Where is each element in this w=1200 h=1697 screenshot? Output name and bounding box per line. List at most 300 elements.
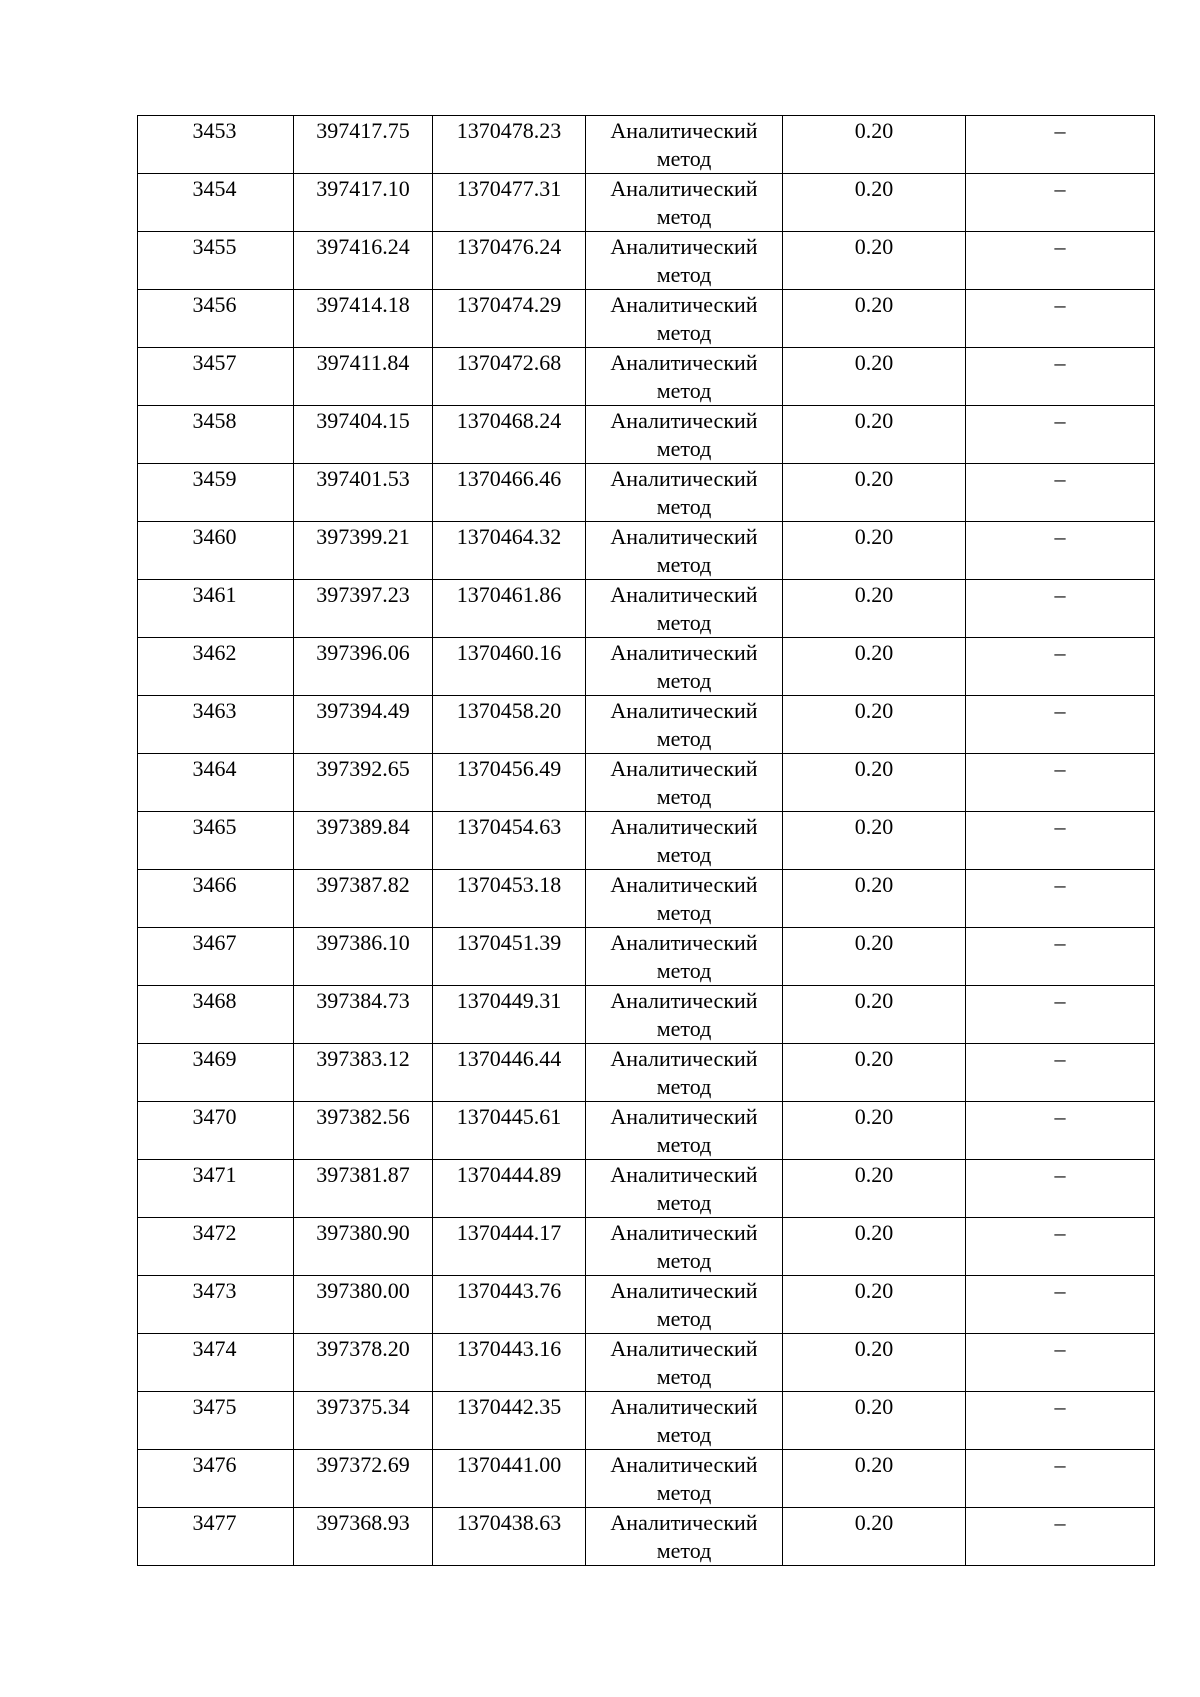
- accuracy-cell: [783, 1276, 966, 1334]
- method-cell: [586, 580, 783, 638]
- point-number-cell: [138, 1392, 294, 1450]
- table-row: [138, 1102, 1155, 1160]
- x-coordinate-cell-text: 397387.82: [316, 872, 410, 897]
- accuracy-cell: [783, 522, 966, 580]
- table-row: [138, 522, 1155, 580]
- description-cell-text: –: [1054, 466, 1066, 491]
- method-cell: [586, 174, 783, 232]
- point-number-cell: [138, 174, 294, 232]
- method-cell: [586, 812, 783, 870]
- accuracy-cell-text: 0.20: [854, 1452, 894, 1477]
- description-cell: [966, 406, 1155, 464]
- method-cell: [586, 406, 783, 464]
- point-number-cell: [138, 348, 294, 406]
- description-cell: [966, 1102, 1155, 1160]
- y-coordinate-cell-text: 1370443.76: [456, 1278, 562, 1303]
- y-coordinate-cell-text: 1370468.24: [456, 408, 562, 433]
- y-coordinate-cell: [433, 580, 586, 638]
- method-cell-text: Аналитический метод: [610, 698, 758, 751]
- accuracy-cell: [783, 1392, 966, 1450]
- description-cell: [966, 870, 1155, 928]
- method-cell-text: Аналитический метод: [610, 1220, 758, 1273]
- point-number-cell-text: 3466: [192, 872, 237, 897]
- x-coordinate-cell-text: 397380.90: [316, 1220, 410, 1245]
- table-row: [138, 116, 1155, 174]
- point-number-cell: [138, 1218, 294, 1276]
- point-number-cell: [138, 754, 294, 812]
- x-coordinate-cell: [294, 812, 433, 870]
- accuracy-cell: [783, 754, 966, 812]
- point-number-cell: [138, 522, 294, 580]
- description-cell-text: –: [1054, 408, 1066, 433]
- description-cell: [966, 1450, 1155, 1508]
- x-coordinate-cell-text: 397381.87: [316, 1162, 410, 1187]
- method-cell-text: Аналитический метод: [610, 1394, 758, 1447]
- x-coordinate-cell: [294, 1160, 433, 1218]
- y-coordinate-cell-text: 1370466.46: [456, 466, 562, 491]
- coordinates-table-body: [138, 116, 1155, 1566]
- method-cell-text: Аналитический метод: [610, 118, 758, 171]
- accuracy-cell-text: 0.20: [854, 640, 894, 665]
- x-coordinate-cell: [294, 522, 433, 580]
- table-row: [138, 1392, 1155, 1450]
- table-row: [138, 1450, 1155, 1508]
- y-coordinate-cell: [433, 1450, 586, 1508]
- method-cell-text: Аналитический метод: [610, 1278, 758, 1331]
- accuracy-cell: [783, 1218, 966, 1276]
- x-coordinate-cell-text: 397383.12: [316, 1046, 410, 1071]
- accuracy-cell-text: 0.20: [854, 1278, 894, 1303]
- description-cell-text: –: [1054, 756, 1066, 781]
- description-cell: [966, 1160, 1155, 1218]
- accuracy-cell-text: 0.20: [854, 1336, 894, 1361]
- x-coordinate-cell: [294, 580, 433, 638]
- y-coordinate-cell: [433, 522, 586, 580]
- y-coordinate-cell-text: 1370454.63: [456, 814, 562, 839]
- method-cell-text: Аналитический метод: [610, 292, 758, 345]
- method-cell: [586, 986, 783, 1044]
- method-cell: [586, 638, 783, 696]
- accuracy-cell: [783, 232, 966, 290]
- accuracy-cell-text: 0.20: [854, 466, 894, 491]
- method-cell: [586, 1450, 783, 1508]
- y-coordinate-cell-text: 1370451.39: [456, 930, 562, 955]
- method-cell: [586, 232, 783, 290]
- point-number-cell-text: 3455: [192, 234, 237, 259]
- method-cell: [586, 1044, 783, 1102]
- method-cell-text: Аналитический метод: [610, 176, 758, 229]
- accuracy-cell-text: 0.20: [854, 1394, 894, 1419]
- accuracy-cell-text: 0.20: [854, 524, 894, 549]
- y-coordinate-cell: [433, 1508, 586, 1566]
- x-coordinate-cell: [294, 116, 433, 174]
- description-cell-text: –: [1054, 930, 1066, 955]
- accuracy-cell: [783, 870, 966, 928]
- x-coordinate-cell: [294, 406, 433, 464]
- x-coordinate-cell-text: 397416.24: [316, 234, 410, 259]
- y-coordinate-cell-text: 1370464.32: [456, 524, 562, 549]
- y-coordinate-cell-text: 1370449.31: [456, 988, 562, 1013]
- x-coordinate-cell: [294, 754, 433, 812]
- y-coordinate-cell-text: 1370444.89: [456, 1162, 562, 1187]
- y-coordinate-cell: [433, 1334, 586, 1392]
- table-row: [138, 1334, 1155, 1392]
- x-coordinate-cell: [294, 348, 433, 406]
- description-cell-text: –: [1054, 988, 1066, 1013]
- accuracy-cell-text: 0.20: [854, 1104, 894, 1129]
- point-number-cell: [138, 464, 294, 522]
- point-number-cell: [138, 232, 294, 290]
- method-cell: [586, 1392, 783, 1450]
- accuracy-cell: [783, 348, 966, 406]
- x-coordinate-cell: [294, 928, 433, 986]
- point-number-cell: [138, 928, 294, 986]
- point-number-cell-text: 3457: [192, 350, 237, 375]
- description-cell-text: –: [1054, 524, 1066, 549]
- point-number-cell: [138, 116, 294, 174]
- table-row: [138, 1160, 1155, 1218]
- accuracy-cell-text: 0.20: [854, 292, 894, 317]
- y-coordinate-cell-text: 1370476.24: [456, 234, 562, 259]
- y-coordinate-cell: [433, 1160, 586, 1218]
- x-coordinate-cell: [294, 1392, 433, 1450]
- y-coordinate-cell-text: 1370442.35: [456, 1394, 562, 1419]
- description-cell: [966, 696, 1155, 754]
- method-cell: [586, 1218, 783, 1276]
- accuracy-cell-text: 0.20: [854, 1162, 894, 1187]
- y-coordinate-cell: [433, 348, 586, 406]
- y-coordinate-cell: [433, 464, 586, 522]
- accuracy-cell-text: 0.20: [854, 698, 894, 723]
- accuracy-cell-text: 0.20: [854, 988, 894, 1013]
- x-coordinate-cell-text: 397382.56: [316, 1104, 410, 1129]
- y-coordinate-cell-text: 1370472.68: [456, 350, 562, 375]
- method-cell: [586, 1276, 783, 1334]
- accuracy-cell-text: 0.20: [854, 118, 894, 143]
- method-cell-text: Аналитический метод: [610, 1452, 758, 1505]
- y-coordinate-cell: [433, 406, 586, 464]
- x-coordinate-cell-text: 397389.84: [316, 814, 410, 839]
- method-cell: [586, 1508, 783, 1566]
- point-number-cell: [138, 812, 294, 870]
- method-cell-text: Аналитический метод: [610, 756, 758, 809]
- accuracy-cell-text: 0.20: [854, 872, 894, 897]
- point-number-cell-text: 3460: [192, 524, 237, 549]
- method-cell-text: Аналитический метод: [610, 582, 758, 635]
- description-cell: [966, 522, 1155, 580]
- method-cell-text: Аналитический метод: [610, 1046, 758, 1099]
- description-cell: [966, 116, 1155, 174]
- point-number-cell-text: 3458: [192, 408, 237, 433]
- point-number-cell-text: 3467: [192, 930, 237, 955]
- y-coordinate-cell-text: 1370474.29: [456, 292, 562, 317]
- point-number-cell: [138, 1508, 294, 1566]
- method-cell: [586, 348, 783, 406]
- accuracy-cell: [783, 986, 966, 1044]
- point-number-cell: [138, 986, 294, 1044]
- accuracy-cell: [783, 406, 966, 464]
- description-cell-text: –: [1054, 1336, 1066, 1361]
- y-coordinate-cell-text: 1370461.86: [456, 582, 562, 607]
- y-coordinate-cell-text: 1370441.00: [456, 1452, 562, 1477]
- point-number-cell-text: 3475: [192, 1394, 237, 1419]
- table-row: [138, 1508, 1155, 1566]
- y-coordinate-cell: [433, 290, 586, 348]
- table-row: [138, 812, 1155, 870]
- x-coordinate-cell: [294, 1334, 433, 1392]
- method-cell-text: Аналитический метод: [610, 872, 758, 925]
- description-cell: [966, 1508, 1155, 1566]
- description-cell-text: –: [1054, 872, 1066, 897]
- x-coordinate-cell-text: 397399.21: [316, 524, 410, 549]
- description-cell-text: –: [1054, 698, 1066, 723]
- description-cell: [966, 986, 1155, 1044]
- description-cell: [966, 580, 1155, 638]
- y-coordinate-cell: [433, 986, 586, 1044]
- point-number-cell-text: 3477: [192, 1510, 237, 1535]
- y-coordinate-cell-text: 1370456.49: [456, 756, 562, 781]
- accuracy-cell: [783, 1102, 966, 1160]
- method-cell-text: Аналитический метод: [610, 408, 758, 461]
- accuracy-cell-text: 0.20: [854, 234, 894, 259]
- y-coordinate-cell: [433, 1276, 586, 1334]
- accuracy-cell-text: 0.20: [854, 814, 894, 839]
- accuracy-cell-text: 0.20: [854, 582, 894, 607]
- method-cell: [586, 522, 783, 580]
- x-coordinate-cell-text: 397378.20: [316, 1336, 410, 1361]
- method-cell: [586, 1334, 783, 1392]
- method-cell: [586, 870, 783, 928]
- x-coordinate-cell-text: 397386.10: [316, 930, 410, 955]
- description-cell: [966, 1334, 1155, 1392]
- point-number-cell: [138, 1276, 294, 1334]
- description-cell-text: –: [1054, 234, 1066, 259]
- accuracy-cell: [783, 696, 966, 754]
- accuracy-cell: [783, 1160, 966, 1218]
- y-coordinate-cell-text: 1370438.63: [456, 1510, 562, 1535]
- accuracy-cell-text: 0.20: [854, 176, 894, 201]
- x-coordinate-cell: [294, 1450, 433, 1508]
- x-coordinate-cell-text: 397401.53: [316, 466, 410, 491]
- x-coordinate-cell-text: 397414.18: [316, 292, 410, 317]
- table-row: [138, 696, 1155, 754]
- y-coordinate-cell: [433, 116, 586, 174]
- method-cell: [586, 1102, 783, 1160]
- y-coordinate-cell: [433, 928, 586, 986]
- x-coordinate-cell-text: 397380.00: [316, 1278, 410, 1303]
- description-cell-text: –: [1054, 350, 1066, 375]
- table-row: [138, 1218, 1155, 1276]
- point-number-cell: [138, 638, 294, 696]
- y-coordinate-cell: [433, 870, 586, 928]
- description-cell-text: –: [1054, 1220, 1066, 1245]
- x-coordinate-cell-text: 397375.34: [316, 1394, 410, 1419]
- x-coordinate-cell-text: 397372.69: [316, 1452, 410, 1477]
- description-cell: [966, 290, 1155, 348]
- method-cell-text: Аналитический метод: [610, 234, 758, 287]
- x-coordinate-cell-text: 397397.23: [316, 582, 410, 607]
- y-coordinate-cell: [433, 696, 586, 754]
- description-cell-text: –: [1054, 814, 1066, 839]
- point-number-cell: [138, 406, 294, 464]
- point-number-cell-text: 3462: [192, 640, 237, 665]
- x-coordinate-cell-text: 397368.93: [316, 1510, 410, 1535]
- method-cell: [586, 464, 783, 522]
- x-coordinate-cell: [294, 1102, 433, 1160]
- x-coordinate-cell: [294, 1508, 433, 1566]
- point-number-cell: [138, 1334, 294, 1392]
- x-coordinate-cell-text: 397411.84: [316, 350, 410, 375]
- point-number-cell-text: 3464: [192, 756, 237, 781]
- table-row: [138, 986, 1155, 1044]
- description-cell: [966, 232, 1155, 290]
- accuracy-cell: [783, 1508, 966, 1566]
- y-coordinate-cell: [433, 1218, 586, 1276]
- point-number-cell: [138, 1160, 294, 1218]
- method-cell: [586, 1160, 783, 1218]
- table-row: [138, 754, 1155, 812]
- method-cell: [586, 696, 783, 754]
- description-cell-text: –: [1054, 1278, 1066, 1303]
- y-coordinate-cell: [433, 1392, 586, 1450]
- table-row: [138, 232, 1155, 290]
- y-coordinate-cell-text: 1370453.18: [456, 872, 562, 897]
- description-cell-text: –: [1054, 1452, 1066, 1477]
- x-coordinate-cell: [294, 696, 433, 754]
- table-row: [138, 1044, 1155, 1102]
- x-coordinate-cell: [294, 870, 433, 928]
- point-number-cell: [138, 1450, 294, 1508]
- y-coordinate-cell-text: 1370443.16: [456, 1336, 562, 1361]
- table-row: [138, 638, 1155, 696]
- x-coordinate-cell-text: 397396.06: [316, 640, 410, 665]
- point-number-cell: [138, 1102, 294, 1160]
- description-cell: [966, 754, 1155, 812]
- y-coordinate-cell-text: 1370444.17: [456, 1220, 562, 1245]
- x-coordinate-cell-text: 397417.10: [316, 176, 410, 201]
- x-coordinate-cell: [294, 174, 433, 232]
- accuracy-cell: [783, 580, 966, 638]
- point-number-cell-text: 3476: [192, 1452, 237, 1477]
- method-cell-text: Аналитический метод: [610, 1162, 758, 1215]
- table-row: [138, 1276, 1155, 1334]
- x-coordinate-cell: [294, 1276, 433, 1334]
- accuracy-cell: [783, 812, 966, 870]
- point-number-cell: [138, 290, 294, 348]
- description-cell-text: –: [1054, 1046, 1066, 1071]
- method-cell: [586, 928, 783, 986]
- description-cell: [966, 812, 1155, 870]
- accuracy-cell: [783, 290, 966, 348]
- x-coordinate-cell: [294, 986, 433, 1044]
- accuracy-cell: [783, 638, 966, 696]
- point-number-cell-text: 3468: [192, 988, 237, 1013]
- y-coordinate-cell: [433, 754, 586, 812]
- method-cell-text: Аналитический метод: [610, 988, 758, 1041]
- point-number-cell-text: 3472: [192, 1220, 237, 1245]
- accuracy-cell: [783, 1450, 966, 1508]
- method-cell: [586, 754, 783, 812]
- method-cell-text: Аналитический метод: [610, 466, 758, 519]
- x-coordinate-cell: [294, 232, 433, 290]
- description-cell: [966, 638, 1155, 696]
- method-cell-text: Аналитический метод: [610, 930, 758, 983]
- point-number-cell-text: 3473: [192, 1278, 237, 1303]
- description-cell: [966, 928, 1155, 986]
- description-cell-text: –: [1054, 582, 1066, 607]
- accuracy-cell-text: 0.20: [854, 350, 894, 375]
- y-coordinate-cell: [433, 232, 586, 290]
- y-coordinate-cell-text: 1370460.16: [456, 640, 562, 665]
- x-coordinate-cell-text: 397417.75: [316, 118, 410, 143]
- accuracy-cell-text: 0.20: [854, 930, 894, 955]
- method-cell-text: Аналитический метод: [610, 1510, 758, 1563]
- description-cell: [966, 1218, 1155, 1276]
- point-number-cell-text: 3456: [192, 292, 237, 317]
- description-cell: [966, 348, 1155, 406]
- table-row: [138, 348, 1155, 406]
- table-row: [138, 290, 1155, 348]
- y-coordinate-cell: [433, 638, 586, 696]
- point-number-cell-text: 3459: [192, 466, 237, 491]
- description-cell-text: –: [1054, 176, 1066, 201]
- method-cell-text: Аналитический метод: [610, 1104, 758, 1157]
- accuracy-cell: [783, 1334, 966, 1392]
- description-cell: [966, 1276, 1155, 1334]
- x-coordinate-cell-text: 397384.73: [316, 988, 410, 1013]
- x-coordinate-cell-text: 397394.49: [316, 698, 410, 723]
- method-cell-text: Аналитический метод: [610, 524, 758, 577]
- point-number-cell-text: 3470: [192, 1104, 237, 1129]
- description-cell-text: –: [1054, 1394, 1066, 1419]
- point-number-cell-text: 3463: [192, 698, 237, 723]
- method-cell-text: Аналитический метод: [610, 640, 758, 693]
- table-row: [138, 464, 1155, 522]
- accuracy-cell-text: 0.20: [854, 1510, 894, 1535]
- x-coordinate-cell-text: 397392.65: [316, 756, 410, 781]
- coordinates-table: [137, 115, 1155, 1566]
- point-number-cell-text: 3474: [192, 1336, 237, 1361]
- y-coordinate-cell-text: 1370477.31: [456, 176, 562, 201]
- accuracy-cell-text: 0.20: [854, 756, 894, 781]
- method-cell: [586, 116, 783, 174]
- accuracy-cell-text: 0.20: [854, 1220, 894, 1245]
- y-coordinate-cell: [433, 1102, 586, 1160]
- description-cell-text: –: [1054, 292, 1066, 317]
- table-row: [138, 174, 1155, 232]
- point-number-cell-text: 3469: [192, 1046, 237, 1071]
- point-number-cell-text: 3465: [192, 814, 237, 839]
- description-cell-text: –: [1054, 640, 1066, 665]
- point-number-cell: [138, 1044, 294, 1102]
- table-row: [138, 406, 1155, 464]
- method-cell-text: Аналитический метод: [610, 1336, 758, 1389]
- x-coordinate-cell: [294, 464, 433, 522]
- description-cell: [966, 174, 1155, 232]
- x-coordinate-cell: [294, 290, 433, 348]
- description-cell: [966, 464, 1155, 522]
- x-coordinate-cell: [294, 1044, 433, 1102]
- point-number-cell-text: 3471: [192, 1162, 237, 1187]
- description-cell: [966, 1044, 1155, 1102]
- point-number-cell: [138, 580, 294, 638]
- description-cell-text: –: [1054, 1104, 1066, 1129]
- accuracy-cell: [783, 1044, 966, 1102]
- y-coordinate-cell: [433, 174, 586, 232]
- x-coordinate-cell: [294, 638, 433, 696]
- table-row: [138, 928, 1155, 986]
- y-coordinate-cell: [433, 812, 586, 870]
